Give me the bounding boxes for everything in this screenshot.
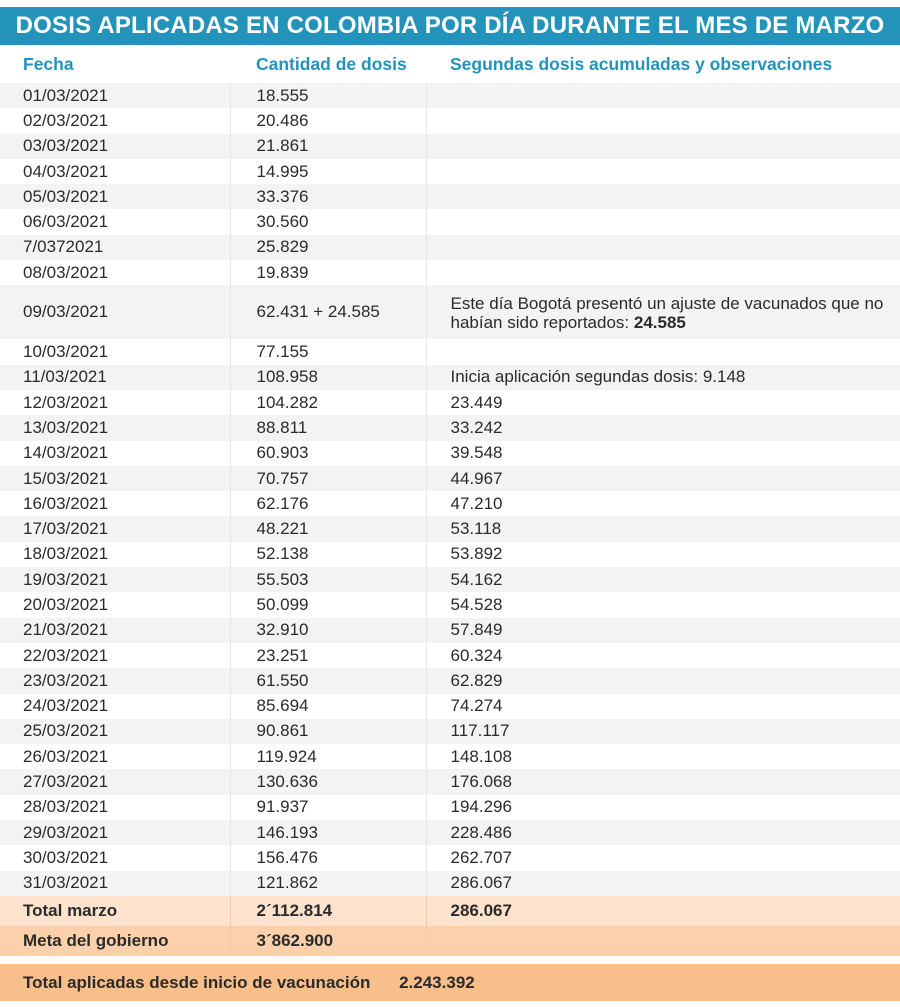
table-row bbox=[0, 159, 900, 184]
cell-observaciones: 44.967 bbox=[426, 466, 900, 491]
cell-dosis: 70.757 bbox=[230, 466, 426, 491]
table-row bbox=[0, 871, 900, 896]
doses-table bbox=[0, 45, 900, 956]
table-row bbox=[0, 108, 900, 133]
cell-dosis: 77.155 bbox=[230, 339, 426, 364]
cell-fecha: 12/03/2021 bbox=[0, 390, 230, 415]
cell-fecha: 20/03/2021 bbox=[0, 592, 230, 617]
header-row bbox=[0, 45, 900, 83]
table-row bbox=[0, 694, 900, 719]
cell-observaciones: 54.162 bbox=[426, 567, 900, 592]
table-row bbox=[0, 209, 900, 234]
table-row bbox=[0, 618, 900, 643]
cell-observaciones bbox=[426, 83, 900, 108]
table-row bbox=[0, 365, 900, 390]
table-row bbox=[0, 769, 900, 794]
table-row bbox=[0, 643, 900, 668]
cell-dosis: 156.476 bbox=[230, 845, 426, 870]
cell-fecha: 08/03/2021 bbox=[0, 260, 230, 285]
table-row bbox=[0, 516, 900, 541]
cell-fecha: 27/03/2021 bbox=[0, 769, 230, 794]
cell-observaciones: 74.274 bbox=[426, 694, 900, 719]
meta-label: Meta del gobierno bbox=[0, 926, 230, 956]
cell-observaciones bbox=[426, 260, 900, 285]
table-row bbox=[0, 441, 900, 466]
cell-dosis: 90.861 bbox=[230, 719, 426, 744]
cell-fecha: 11/03/2021 bbox=[0, 365, 230, 390]
cell-dosis: 14.995 bbox=[230, 159, 426, 184]
table-row bbox=[0, 719, 900, 744]
cell-dosis: 32.910 bbox=[230, 618, 426, 643]
table-row bbox=[0, 820, 900, 845]
cell-observaciones bbox=[426, 209, 900, 234]
observation-bold-value: 24.585 bbox=[633, 313, 686, 333]
cell-dosis: 30.560 bbox=[230, 209, 426, 234]
table-row bbox=[0, 134, 900, 159]
cell-dosis: 23.251 bbox=[230, 643, 426, 668]
table-row bbox=[0, 845, 900, 870]
cell-dosis: 146.193 bbox=[230, 820, 426, 845]
cell-dosis: 48.221 bbox=[230, 516, 426, 541]
total-label: Total marzo bbox=[0, 896, 230, 926]
meta-value: 3´862.900 bbox=[230, 926, 426, 956]
cell-fecha: 09/03/2021 bbox=[0, 285, 230, 339]
cell-observaciones: Inicia aplicación segundas dosis: 9.148 bbox=[426, 365, 900, 390]
cell-observaciones: 228.486 bbox=[426, 820, 900, 845]
table-row bbox=[0, 491, 900, 516]
cell-fecha: 18/03/2021 bbox=[0, 542, 230, 567]
cell-observaciones: 176.068 bbox=[426, 769, 900, 794]
cell-dosis: 50.099 bbox=[230, 592, 426, 617]
grand-total-bar bbox=[0, 964, 900, 1001]
cell-dosis: 21.861 bbox=[230, 134, 426, 159]
cell-dosis: 130.636 bbox=[230, 769, 426, 794]
cell-fecha: 29/03/2021 bbox=[0, 820, 230, 845]
table-row bbox=[0, 235, 900, 260]
cell-dosis: 119.924 bbox=[230, 744, 426, 769]
cell-observaciones: 53.118 bbox=[426, 516, 900, 541]
cell-fecha: 14/03/2021 bbox=[0, 441, 230, 466]
meta-empty bbox=[426, 926, 900, 956]
cell-observaciones: 194.296 bbox=[426, 795, 900, 820]
cell-observaciones bbox=[426, 285, 900, 339]
cell-dosis: 19.839 bbox=[230, 260, 426, 285]
cell-observaciones: 39.548 bbox=[426, 441, 900, 466]
cell-observaciones: 54.528 bbox=[426, 592, 900, 617]
cell-dosis: 18.555 bbox=[230, 83, 426, 108]
cell-fecha: 05/03/2021 bbox=[0, 184, 230, 209]
cell-dosis: 88.811 bbox=[230, 415, 426, 440]
table-row bbox=[0, 339, 900, 364]
column-header-observaciones: Segundas dosis acumuladas y observaciones bbox=[426, 45, 900, 83]
cell-observaciones: 57.849 bbox=[426, 618, 900, 643]
table-row bbox=[0, 542, 900, 567]
cell-dosis: 55.503 bbox=[230, 567, 426, 592]
cell-observaciones: 262.707 bbox=[426, 845, 900, 870]
cell-fecha: 28/03/2021 bbox=[0, 795, 230, 820]
cell-fecha: 06/03/2021 bbox=[0, 209, 230, 234]
table-row bbox=[0, 83, 900, 108]
cell-dosis: 91.937 bbox=[230, 795, 426, 820]
cell-fecha: 26/03/2021 bbox=[0, 744, 230, 769]
cell-dosis: 20.486 bbox=[230, 108, 426, 133]
cell-fecha: 04/03/2021 bbox=[0, 159, 230, 184]
cell-dosis: 25.829 bbox=[230, 235, 426, 260]
table-row bbox=[0, 592, 900, 617]
cell-observaciones bbox=[426, 235, 900, 260]
cell-observaciones bbox=[426, 159, 900, 184]
table-row bbox=[0, 260, 900, 285]
cell-observaciones: 62.829 bbox=[426, 668, 900, 693]
table-row bbox=[0, 567, 900, 592]
cell-dosis: 62.176 bbox=[230, 491, 426, 516]
table-row bbox=[0, 415, 900, 440]
cell-dosis: 52.138 bbox=[230, 542, 426, 567]
cell-dosis: 60.903 bbox=[230, 441, 426, 466]
cell-observaciones: 23.449 bbox=[426, 390, 900, 415]
cell-observaciones: 148.108 bbox=[426, 744, 900, 769]
column-header-dosis: Cantidad de dosis bbox=[230, 45, 426, 83]
cell-fecha: 19/03/2021 bbox=[0, 567, 230, 592]
observation-text: Este día Bogotá presentó un ajuste de vacunados que no habían sido reportados: bbox=[450, 294, 884, 333]
cell-fecha: 31/03/2021 bbox=[0, 871, 230, 896]
cell-observaciones bbox=[426, 184, 900, 209]
cell-observaciones bbox=[426, 339, 900, 364]
table-title: DOSIS APLICADAS EN COLOMBIA POR DÍA DURANTE EL MES DE MARZO bbox=[0, 7, 900, 45]
cell-fecha: 23/03/2021 bbox=[0, 668, 230, 693]
cell-observaciones: 117.117 bbox=[426, 719, 900, 744]
total-dosis: 2´112.814 bbox=[230, 896, 426, 926]
table-row bbox=[0, 390, 900, 415]
grand-total-value: 2.243.392 bbox=[399, 973, 475, 992]
cell-fecha: 10/03/2021 bbox=[0, 339, 230, 364]
cell-fecha: 01/03/2021 bbox=[0, 83, 230, 108]
cell-fecha: 02/03/2021 bbox=[0, 108, 230, 133]
cell-observaciones bbox=[426, 108, 900, 133]
cell-dosis: 62.431 + 24.585 bbox=[230, 285, 426, 339]
cell-observaciones bbox=[426, 134, 900, 159]
cell-dosis: 33.376 bbox=[230, 184, 426, 209]
cell-fecha: 24/03/2021 bbox=[0, 694, 230, 719]
total-row bbox=[0, 896, 900, 926]
cell-dosis: 104.282 bbox=[230, 390, 426, 415]
cell-fecha: 22/03/2021 bbox=[0, 643, 230, 668]
table-row bbox=[0, 668, 900, 693]
grand-total-label: Total aplicadas desde inicio de vacunación bbox=[23, 973, 371, 992]
cell-fecha: 7/0372021 bbox=[0, 235, 230, 260]
cell-fecha: 16/03/2021 bbox=[0, 491, 230, 516]
cell-fecha: 21/03/2021 bbox=[0, 618, 230, 643]
table-row bbox=[0, 285, 900, 339]
cell-observaciones: 47.210 bbox=[426, 491, 900, 516]
table-row bbox=[0, 466, 900, 491]
cell-dosis: 108.958 bbox=[230, 365, 426, 390]
cell-fecha: 17/03/2021 bbox=[0, 516, 230, 541]
cell-dosis: 121.862 bbox=[230, 871, 426, 896]
table-row bbox=[0, 744, 900, 769]
table-row bbox=[0, 184, 900, 209]
table-row bbox=[0, 795, 900, 820]
column-header-fecha: Fecha bbox=[0, 45, 230, 83]
table-body bbox=[0, 83, 900, 896]
cell-fecha: 15/03/2021 bbox=[0, 466, 230, 491]
cell-fecha: 03/03/2021 bbox=[0, 134, 230, 159]
cell-observaciones: 286.067 bbox=[426, 871, 900, 896]
cell-fecha: 25/03/2021 bbox=[0, 719, 230, 744]
cell-dosis: 61.550 bbox=[230, 668, 426, 693]
cell-dosis: 85.694 bbox=[230, 694, 426, 719]
cell-observaciones: 60.324 bbox=[426, 643, 900, 668]
cell-fecha: 30/03/2021 bbox=[0, 845, 230, 870]
cell-observaciones: 53.892 bbox=[426, 542, 900, 567]
cell-observaciones: 33.242 bbox=[426, 415, 900, 440]
meta-row bbox=[0, 926, 900, 956]
cell-fecha: 13/03/2021 bbox=[0, 415, 230, 440]
total-segundas: 286.067 bbox=[426, 896, 900, 926]
